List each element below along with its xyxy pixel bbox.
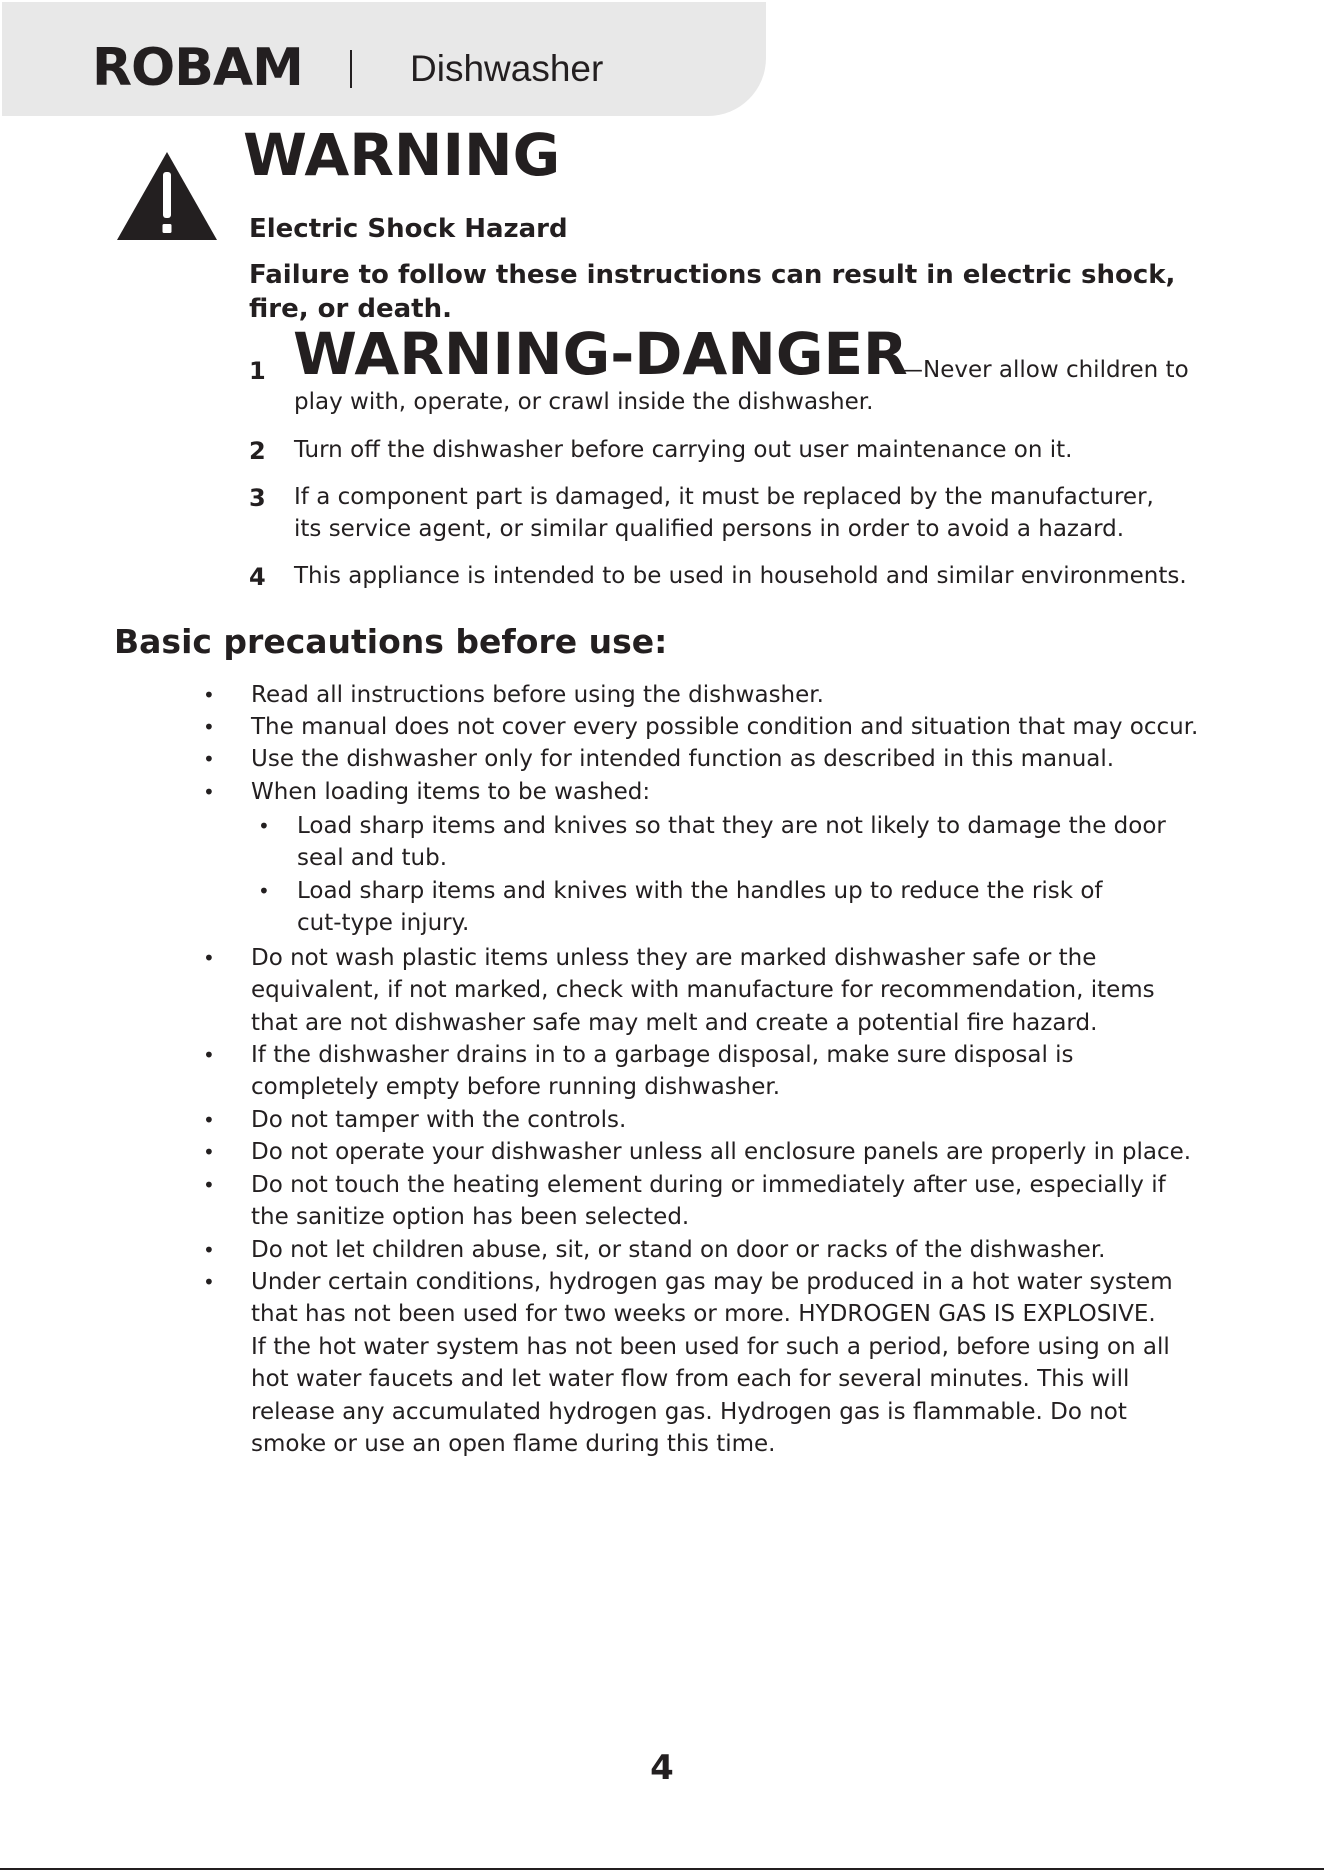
precaution-line: that are not dishwasher safe may melt and create a potential fire hazard.: [251, 1009, 1098, 1036]
warning-triangle-icon: [115, 150, 219, 242]
brand-logo: ROBAM: [92, 38, 303, 98]
numbered-item-text: —Never allow children to: [900, 357, 1189, 383]
bullet-marker: •: [203, 1270, 215, 1294]
precaution-line: equivalent, if not marked, check with manufacture for recommendation, items: [251, 977, 1155, 1004]
precaution-line: hot water faucets and let water flow from each for several minutes. This will: [251, 1366, 1130, 1393]
bullet-marker: •: [203, 780, 215, 804]
danger-heading: WARNING-DANGER: [293, 320, 908, 388]
bullet-marker: •: [203, 946, 215, 970]
precaution-line: smoke or use an open flame during this time.: [251, 1431, 776, 1457]
precaution-line: Do not let children abuse, sit, or stand on door or racks of the dishwasher.: [251, 1237, 1106, 1263]
precaution-line: Load sharp items and knives so that they are not likely to damage the door: [297, 813, 1166, 839]
bullet-marker: •: [203, 1108, 215, 1132]
precaution-line: If the hot water system has not been used for such a period, before using on all: [251, 1333, 1170, 1360]
precaution-line: Do not operate your dishwasher unless all enclosure panels are properly in place.: [251, 1139, 1192, 1165]
precaution-line: If the dishwasher drains in to a garbage disposal, make sure disposal is: [251, 1042, 1074, 1068]
precaution-line: Under certain conditions, hydrogen gas may be produced in a hot water system: [251, 1269, 1173, 1295]
numbered-item-text: its service agent, or similar qualified persons in order to avoid a hazard.: [294, 516, 1125, 542]
item-number: 1: [249, 357, 266, 385]
precaution-line: seal and tub.: [297, 845, 448, 872]
bullet-marker: •: [203, 683, 215, 707]
precaution-line: Use the dishwasher only for intended function as described in this manual.: [251, 746, 1115, 772]
bullet-marker: •: [203, 1140, 215, 1164]
warning-description: Failure to follow these instructions can result in electric shock, fire, or death.: [249, 260, 1176, 324]
product-name: Dishwasher: [410, 48, 604, 89]
numbered-item-text: This appliance is intended to be used in household and similar environments.: [294, 563, 1187, 589]
precaution-line: the sanitize option has been selected.: [251, 1204, 690, 1231]
bullet-marker: •: [203, 1043, 215, 1067]
item-number: 4: [249, 563, 266, 591]
numbered-item-text: If a component part is damaged, it must be replaced by the manufacturer,: [294, 484, 1154, 510]
bullet-marker: •: [203, 747, 215, 771]
precaution-line: completely empty before running dishwasher.: [251, 1074, 781, 1101]
page-number: 4: [650, 1748, 674, 1788]
warning-title: WARNING: [243, 121, 561, 189]
bottom-rule: [0, 1868, 1324, 1870]
precaution-line: release any accumulated hydrogen gas. Hydrogen gas is flammable. Do not: [251, 1398, 1127, 1425]
bullet-marker: •: [258, 814, 270, 838]
precaution-line: The manual does not cover every possible condition and situation that may occur.: [251, 714, 1199, 740]
precaution-line: that has not been used for two weeks or more. HYDROGEN GAS IS EXPLOSIVE.: [251, 1301, 1156, 1328]
precaution-line: Do not wash plastic items unless they are marked dishwasher safe or the: [251, 945, 1097, 971]
warning-subtitle: Electric Shock Hazard: [249, 214, 568, 244]
numbered-item-text: Turn off the dishwasher before carrying out user maintenance on it.: [294, 437, 1073, 463]
header-divider: [350, 50, 352, 88]
section-heading: Basic precautions before use:: [114, 622, 668, 661]
item-number: 2: [249, 437, 266, 465]
bullet-marker: •: [203, 1238, 215, 1262]
bullet-marker: •: [203, 1173, 215, 1197]
item-number: 3: [249, 484, 266, 512]
bullet-marker: •: [203, 715, 215, 739]
precaution-line: cut-type injury.: [297, 910, 470, 937]
precaution-line: Read all instructions before using the dishwasher.: [251, 682, 824, 708]
precaution-line: Load sharp items and knives with the handles up to reduce the risk of: [297, 878, 1103, 904]
precaution-line: Do not touch the heating element during or immediately after use, especially if: [251, 1172, 1166, 1198]
precaution-line: Do not tamper with the controls.: [251, 1107, 627, 1133]
bullet-marker: •: [258, 879, 270, 903]
numbered-item-text: play with, operate, or crawl inside the dishwasher.: [294, 389, 874, 415]
precaution-line: When loading items to be washed:: [251, 779, 651, 805]
